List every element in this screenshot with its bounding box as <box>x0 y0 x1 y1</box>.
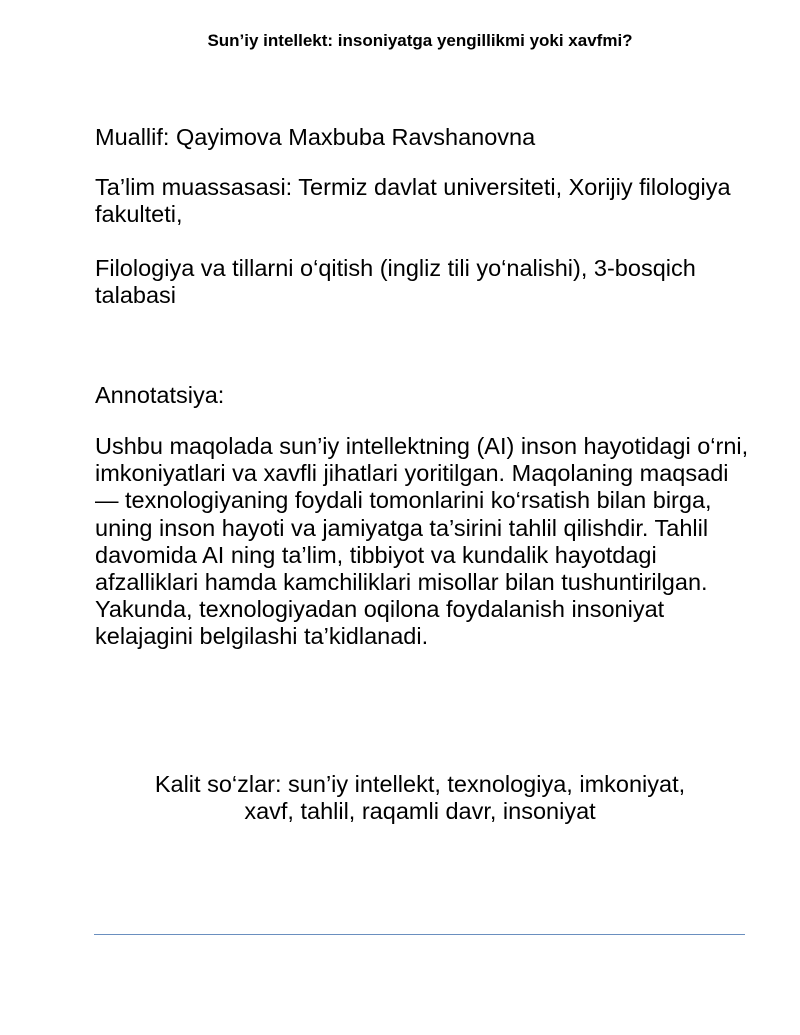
keywords-line-1: Kalit so‘zlar: sun’iy intellekt, texnologiya, imkoniyat, <box>154 771 686 797</box>
abstract-heading: Annotatsiya: <box>95 382 225 408</box>
abstract-body: Ushbu maqolada sun’iy intellektning (AI) inson hayotidagi o‘rni, imkoniyatlari va xavfli jihatlari yoritilgan. Maqolaning maqsadi — texnologiyaning foydali tomonlarini ko‘rsatish bilan birga, uning inson hayoti va jamiyatga ta’sirini tahlil qilishdir. Tahlil davomida AI ning ta’lim, tibbiyot va kundalik hayotdagi afzalliklari hamda kamchiliklari misollar bilan tushuntirilgan. Yakunda, texnologiyadan oqilona foydalanish insoniyat kelajagini belgilashi ta’kidlanadi. <box>95 433 749 650</box>
footer-divider <box>94 934 745 935</box>
program-text: Filologiya va tillarni o‘qitish (ingliz tili yo‘nalishi), 3-bosqich talabasi <box>95 255 696 308</box>
keywords-block <box>95 771 745 825</box>
page-title: Sun’iy intellekt: insoniyatga yengillikmi yoki xavfmi? <box>207 31 633 50</box>
author-line: Muallif: Qayimova Maxbuba Ravshanovna <box>95 124 536 150</box>
institution-text: Ta’lim muassasasi: Termiz davlat universiteti, Xorijiy filologiya fakulteti, <box>95 174 731 227</box>
keywords-line-2: xavf, tahlil, raqamli davr, insoniyat <box>244 798 596 824</box>
